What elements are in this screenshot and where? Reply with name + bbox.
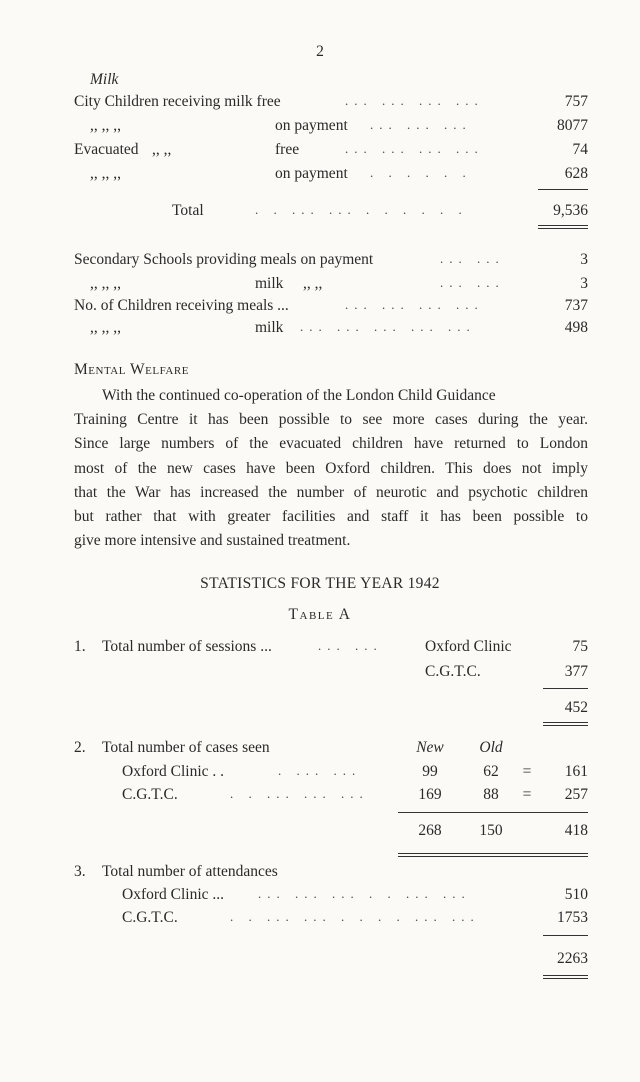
- sum-rule: [398, 812, 588, 813]
- new-cases-value: 169: [418, 786, 442, 803]
- item-number: 2.: [74, 739, 86, 756]
- leader-dots: ... ...: [440, 251, 505, 266]
- leader-dots: ... ... ...: [370, 117, 472, 132]
- total-label: Total: [172, 202, 204, 219]
- row-value: 377: [564, 663, 588, 680]
- secondary-row-label: milk: [255, 319, 284, 336]
- double-rule: [538, 228, 588, 229]
- double-rule: [543, 725, 588, 726]
- milk-row-label: on payment: [275, 165, 348, 182]
- mental-welfare-heading: Mental Welfare: [74, 361, 189, 378]
- double-rule: [543, 722, 588, 723]
- item-total: 452: [564, 699, 588, 716]
- leader-dots: . ... ...: [278, 763, 362, 778]
- leader-dots: . . . . . .: [370, 165, 472, 180]
- new-cases-total: 268: [418, 822, 442, 839]
- ditto-marks: ,, ,, ,,: [90, 117, 121, 134]
- milk-row-label: on payment: [275, 117, 348, 134]
- old-cases-value: 62: [483, 763, 499, 780]
- milk-row-label: City Children receiving milk free: [74, 93, 281, 110]
- paragraph-line: Since large numbers of the evacuated children have returned to London: [74, 435, 588, 453]
- leader-dots: . . ... ... . . . . . .: [255, 202, 468, 217]
- secondary-row-label: No. of Children receiving meals ...: [74, 297, 289, 314]
- double-rule: [398, 856, 588, 857]
- leader-dots: ... ... ... ... ...: [300, 319, 476, 334]
- equals-sign: =: [522, 786, 532, 803]
- ditto-marks: ,, ,,: [152, 141, 172, 158]
- leader-dots: ... ... ... ...: [345, 141, 484, 156]
- leader-dots: ... ... ... ...: [345, 93, 484, 108]
- statistics-title: STATISTICS FOR THE YEAR 1942: [200, 575, 440, 592]
- ditto-marks: ,, ,,: [303, 275, 323, 292]
- column-header-new: New: [416, 739, 444, 756]
- item-label: Total number of attendances: [102, 863, 278, 880]
- leader-dots: ... ... ... ...: [345, 297, 484, 312]
- milk-row-value: 74: [572, 141, 588, 158]
- new-cases-value: 99: [422, 763, 438, 780]
- paragraph-line: Training Centre it has been possible to see more cases during the year.: [74, 411, 588, 429]
- milk-row-value: 757: [564, 93, 588, 110]
- row-name: Oxford Clinic ...: [122, 886, 225, 903]
- leader-dots: ... ...: [318, 638, 383, 653]
- milk-row-value: 628: [564, 165, 588, 182]
- row-name: C.G.T.C.: [122, 786, 178, 803]
- double-rule: [538, 225, 588, 226]
- secondary-row-value: 737: [564, 297, 588, 314]
- page-number: 2: [316, 43, 324, 60]
- secondary-row-value: 3: [580, 275, 588, 292]
- cases-total-value: 161: [564, 763, 588, 780]
- row-value: 510: [564, 886, 588, 903]
- cases-grand-total: 418: [564, 822, 588, 839]
- row-value: 1753: [557, 909, 588, 926]
- sum-rule: [543, 688, 588, 689]
- mental-welfare-paragraph: [74, 384, 588, 553]
- leader-dots: . . ... ... ...: [230, 786, 369, 801]
- item-number: 1.: [74, 638, 86, 655]
- old-cases-total: 150: [479, 822, 503, 839]
- paragraph-line: but rather that with greater facilities and staff it has been possible to: [74, 508, 588, 526]
- paragraph-line: give more intensive and sustained treatment.: [74, 532, 351, 550]
- double-rule: [543, 975, 588, 976]
- item-label: Total number of cases seen: [102, 739, 270, 756]
- column-header-old: Old: [479, 739, 503, 756]
- secondary-row-label: milk: [255, 275, 284, 292]
- paragraph-line: most of the new cases have been Oxford children. This does not imply: [74, 459, 588, 477]
- sum-rule: [543, 935, 588, 936]
- old-cases-value: 88: [483, 786, 499, 803]
- leader-dots: . . ... ... . . . . ... ...: [230, 909, 480, 924]
- secondary-row-label: Secondary Schools providing meals on payment: [74, 251, 374, 268]
- row-name: C.G.T.C.: [425, 663, 481, 680]
- milk-heading: Milk: [90, 71, 119, 88]
- equals-sign: =: [522, 763, 532, 780]
- row-value: 75: [572, 638, 588, 655]
- item-label: Total number of sessions ...: [102, 638, 272, 655]
- paragraph-line: that the War has increased the number of neurotic and psychotic children: [74, 483, 588, 501]
- milk-row-label: free: [275, 141, 300, 158]
- table-title: Table A: [288, 606, 352, 623]
- item-total: 2263: [557, 950, 588, 967]
- milk-row-label: Evacuated: [74, 141, 139, 158]
- leader-dots: ... ... ... . . ... ...: [258, 886, 471, 901]
- double-rule: [398, 853, 588, 854]
- ditto-marks: ,, ,, ,,: [90, 319, 121, 336]
- item-number: 3.: [74, 863, 86, 880]
- sum-rule: [538, 189, 588, 190]
- double-rule: [543, 978, 588, 979]
- row-name: C.G.T.C.: [122, 909, 178, 926]
- ditto-marks: ,, ,, ,,: [90, 275, 121, 292]
- secondary-row-value: 3: [580, 251, 588, 268]
- row-name: Oxford Clinic . .: [122, 763, 225, 780]
- secondary-row-value: 498: [564, 319, 588, 336]
- paragraph-line: With the continued co-operation of the London Child Guidance: [102, 387, 496, 404]
- milk-row-value: 8077: [557, 117, 588, 134]
- row-name: Oxford Clinic: [425, 638, 512, 655]
- ditto-marks: ,, ,, ,,: [90, 165, 121, 182]
- total-value: 9,536: [553, 202, 588, 219]
- leader-dots: ... ...: [440, 275, 505, 290]
- cases-total-value: 257: [564, 786, 588, 803]
